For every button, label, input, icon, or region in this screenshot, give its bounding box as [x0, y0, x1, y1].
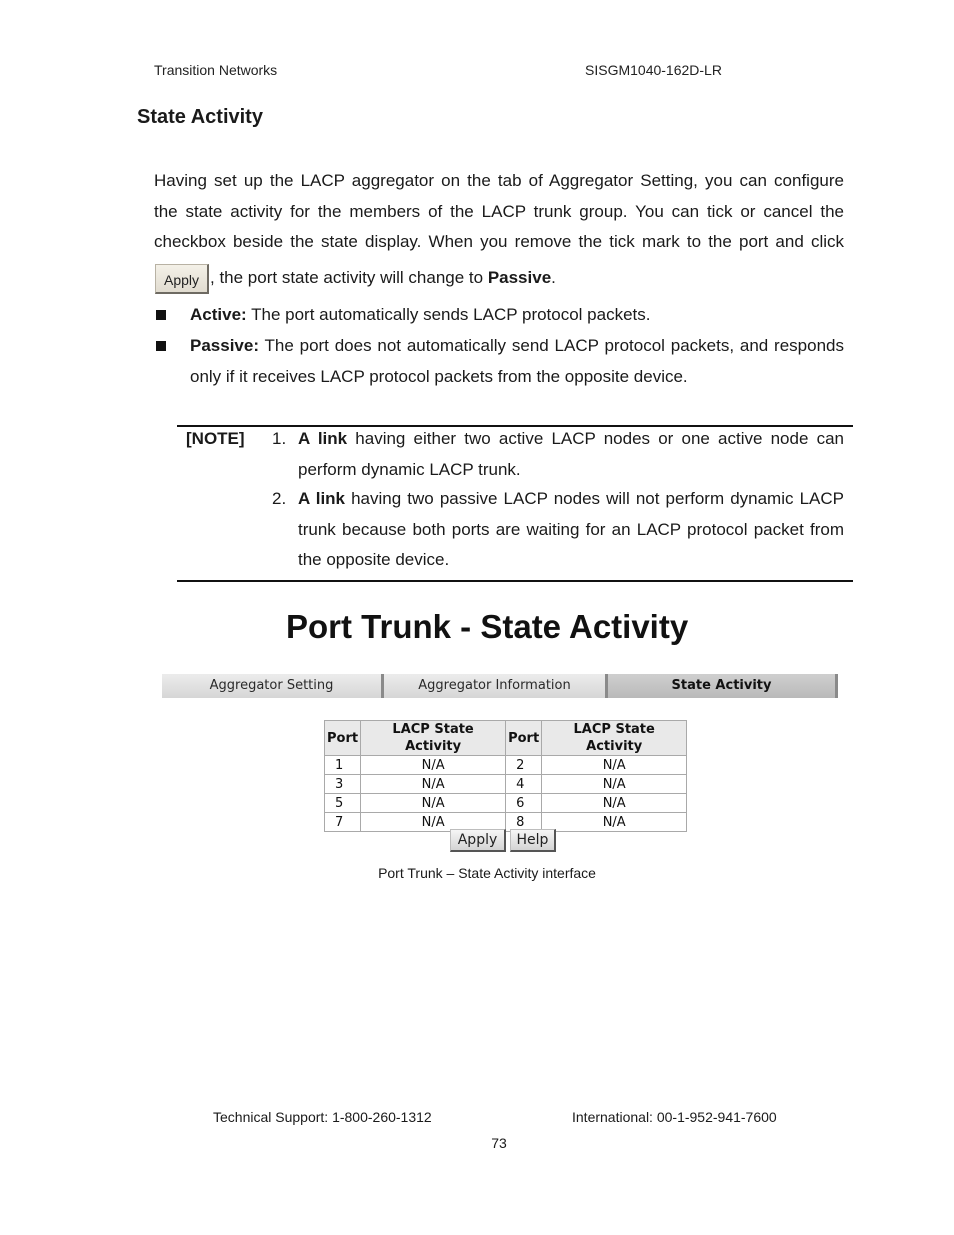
footer-international: International: 00-1-952-941-7600: [572, 1109, 777, 1125]
note-item-1-bold: A link: [298, 429, 348, 448]
state-cell: N/A: [361, 794, 506, 813]
tab-aggregator-information[interactable]: Aggregator Information: [384, 674, 608, 698]
help-button[interactable]: Help: [510, 829, 556, 852]
port-cell: 7: [325, 813, 361, 832]
note-item-2-text: having two passive LACP nodes will not perform dynamic LACP trunk because both ports are waiting for an LACP protocol packet from the opposite device.: [298, 489, 844, 569]
figure-caption: Port Trunk – State Activity interface: [378, 865, 596, 881]
note-bottom-rule: [177, 580, 853, 582]
tab-state-activity[interactable]: State Activity: [608, 674, 838, 698]
table-row: [325, 756, 687, 775]
port-cell: 2: [506, 756, 542, 775]
note-item-1-text: having either two active LACP nodes or one active node can perform dynamic LACP trunk.: [298, 429, 844, 479]
note-item-1-number: 1.: [272, 429, 287, 448]
note-label: [NOTE]: [186, 429, 245, 448]
paragraph-line-1: Having set up the LACP aggregator on the tab of Aggregator Setting, you can configure: [154, 171, 844, 190]
active-label: Active:: [190, 305, 247, 324]
header-left: Transition Networks: [154, 62, 278, 78]
column-header-lacp-state: LACP State Activity: [542, 721, 687, 756]
port-cell: 6: [506, 794, 542, 813]
inline-apply-button-image: Apply: [155, 264, 209, 294]
tab-aggregator-setting[interactable]: Aggregator Setting: [162, 674, 384, 698]
state-cell: N/A: [361, 775, 506, 794]
state-cell: N/A: [361, 813, 506, 832]
paragraph-line-3: checkbox beside the state display. When you remove the tick mark to the port and click: [154, 232, 844, 251]
state-cell: N/A: [542, 794, 687, 813]
paragraph-period: .: [551, 268, 556, 287]
passive-text: The port does not automatically send LACP protocol packets, and responds only if it receives LACP protocol packets from the opposite device.: [190, 336, 844, 386]
note-item-1: [298, 424, 844, 485]
column-header-port: Port: [325, 721, 361, 756]
page-number: 73: [491, 1135, 507, 1151]
note-item-2-bold: A link: [298, 489, 346, 508]
active-text: The port automatically sends LACP protocol packets.: [246, 305, 651, 324]
body-paragraph: [154, 166, 844, 258]
apply-button[interactable]: Apply: [450, 829, 506, 852]
footer-support: Technical Support: 1-800-260-1312: [213, 1109, 432, 1125]
column-header-lacp-state: LACP State Activity: [361, 721, 506, 756]
port-cell: 5: [325, 794, 361, 813]
table-row: [325, 794, 687, 813]
state-cell: N/A: [542, 813, 687, 832]
lacp-state-table: [324, 720, 687, 832]
section-title: State Activity: [137, 106, 263, 128]
bullet-active: [154, 300, 844, 331]
note-item-2-number: 2.: [272, 489, 287, 508]
port-cell: 3: [325, 775, 361, 794]
state-cell: N/A: [542, 775, 687, 794]
port-cell: 1: [325, 756, 361, 775]
port-cell: 8: [506, 813, 542, 832]
paragraph-line-2: the state activity for the members of the LACP trunk group. You can tick or cancel the: [154, 201, 844, 221]
passive-label: Passive:: [190, 336, 259, 355]
table-header-row: [325, 721, 687, 756]
header-right: SISGM1040-162D-LR: [585, 62, 722, 78]
ui-page-title: Port Trunk - State Activity: [286, 608, 689, 645]
table-row: [325, 775, 687, 794]
bullet-square-icon: [156, 341, 166, 351]
state-cell: N/A: [542, 756, 687, 775]
bullet-square-icon: [156, 310, 166, 320]
state-cell: N/A: [361, 756, 506, 775]
paragraph-after-button: , the port state activity will change to: [210, 268, 488, 287]
bullet-passive: [154, 331, 844, 392]
column-header-port: Port: [506, 721, 542, 756]
paragraph-apply-line: [154, 262, 556, 294]
passive-word: Passive: [487, 268, 552, 287]
port-cell: 4: [506, 775, 542, 794]
note-item-2: [298, 484, 844, 576]
